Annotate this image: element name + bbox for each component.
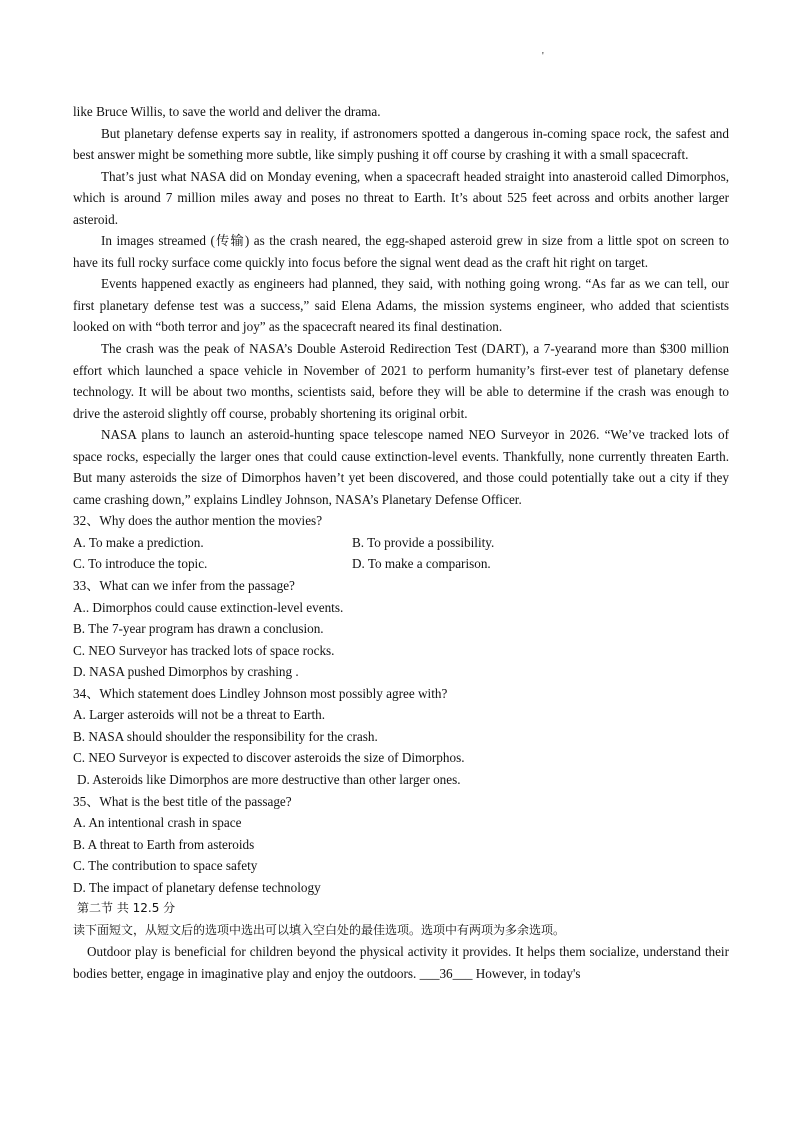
question-stem: 33、What can we infer from the passage? — [73, 578, 295, 594]
document-body — [73, 101, 729, 984]
passage-paragraph-3: That’s just what NASA did on Monday evening, when a spacecraft headed straight into anasteroid called Dimorphos, which is around 7 million miles away and poses no threat to Earth. It’s about 525 feet across and orbits another larger asteroid. — [73, 168, 729, 227]
question-33 — [73, 575, 729, 683]
question-stem: 35、What is the best title of the passage? — [73, 793, 292, 809]
section-instruction: 读下面短文，从短文后的选项中选出可以填入空白处的最佳选项。选项中有两项为多余选项。 — [73, 922, 566, 937]
header-mark: ' — [542, 51, 544, 62]
option-a: A. To make a prediction. — [73, 534, 204, 550]
passage-paragraph-7: NASA plans to launch an asteroid-hunting space telescope named NEO Surveyor in 2026. “We’ve tracked lots of space rocks, especially the larger ones that could cause extinction-level events. Thankfully, none currently threaten Earth. But many asteroids the size of Dimorphos haven’t yet been discovered, and those could potentially take out a city if they came crashing down,” explains Lindley Johnson, NASA’s Planetary Defense Officer. — [73, 427, 729, 507]
question-34 — [73, 683, 729, 791]
option-d: D. The impact of planetary defense technology — [73, 879, 321, 895]
option-d: D. Asteroids like Dimorphos are more destructive than other larger ones. — [77, 771, 461, 787]
option-a: A. Larger asteroids will not be a threat to Earth. — [73, 707, 326, 723]
option-c: C. NEO Surveyor is expected to discover asteroids the size of Dimorphos. — [73, 750, 465, 766]
passage-paragraph-4: In images streamed (传输) as the crash neared, the egg-shaped asteroid grew in size from a little spot on screen to have its full rocky surface come quickly into focus before the signal went dead as the craft hit right on target. — [73, 233, 729, 270]
section-heading: 第二节 共 12.5 分 — [77, 901, 176, 916]
cloze-text-end: However, in today's — [475, 965, 581, 981]
question-35 — [73, 791, 729, 899]
question-stem: 32、Why does the author mention the movies? — [73, 513, 323, 529]
option-c: C. To introduce the topic. — [73, 556, 208, 572]
options-row — [73, 553, 729, 575]
question-32 — [73, 510, 729, 575]
passage-paragraph-1: like Bruce Willis, to save the world and deliver the drama. — [73, 104, 381, 119]
cloze-text-start: Outdoor play is beneficial for children beyond the physical activity it provides. It helps them socialize, understand their bodies better, engage in imaginative play and enjoy the outdoors. — [73, 944, 729, 981]
passage-paragraph-2: But planetary defense experts say in reality, if astronomers spotted a dangerous in-coming space rock, the safest and best answer might be something more subtle, like simply pushing it off course by crashing it with a small spacecraft. — [73, 125, 729, 163]
passage-paragraph-5: Events happened exactly as engineers had planned, they said, with nothing going wrong. “As far as we can tell, our first planetary defense test was a success,” said Elena Adams, the mission systems engineer, who added that scientists looked on with “both terror and joy” as the spacecraft neared its final destination. — [73, 276, 729, 335]
passage-paragraph-6: The crash was the peak of NASA’s Double Asteroid Redirection Test (DART), a 7-yearand more than $300 million effort which launched a space vehicle in November of 2021 to perform humanity’s first-ever test of planetary defense technology. It will be about two months, scientists said, before they will be able to determine if the crash was enough to drive the asteroid slightly off course, probably shortening its original orbit. — [73, 341, 729, 421]
option-a: A.. Dimorphos could cause extinction-level events. — [73, 599, 344, 615]
blank-36: ___36___ — [419, 965, 473, 981]
options-row — [73, 532, 729, 554]
option-c: C. NEO Surveyor has tracked lots of space rocks. — [73, 642, 335, 658]
option-c: C. The contribution to space safety — [73, 858, 258, 874]
option-b: B. The 7-year program has drawn a conclusion. — [73, 621, 324, 637]
option-d: D. To make a comparison. — [352, 556, 491, 572]
option-b: B. NASA should shoulder the responsibility for the crash. — [73, 728, 378, 744]
question-stem: 34、Which statement does Lindley Johnson most possibly agree with? — [73, 685, 448, 701]
option-a: A. An intentional crash in space — [73, 815, 242, 831]
option-d: D. NASA pushed Dimorphos by crashing . — [73, 664, 299, 680]
cloze-paragraph — [73, 941, 729, 984]
option-b: B. To provide a possibility. — [352, 534, 495, 550]
option-b: B. A threat to Earth from asteroids — [73, 836, 255, 852]
